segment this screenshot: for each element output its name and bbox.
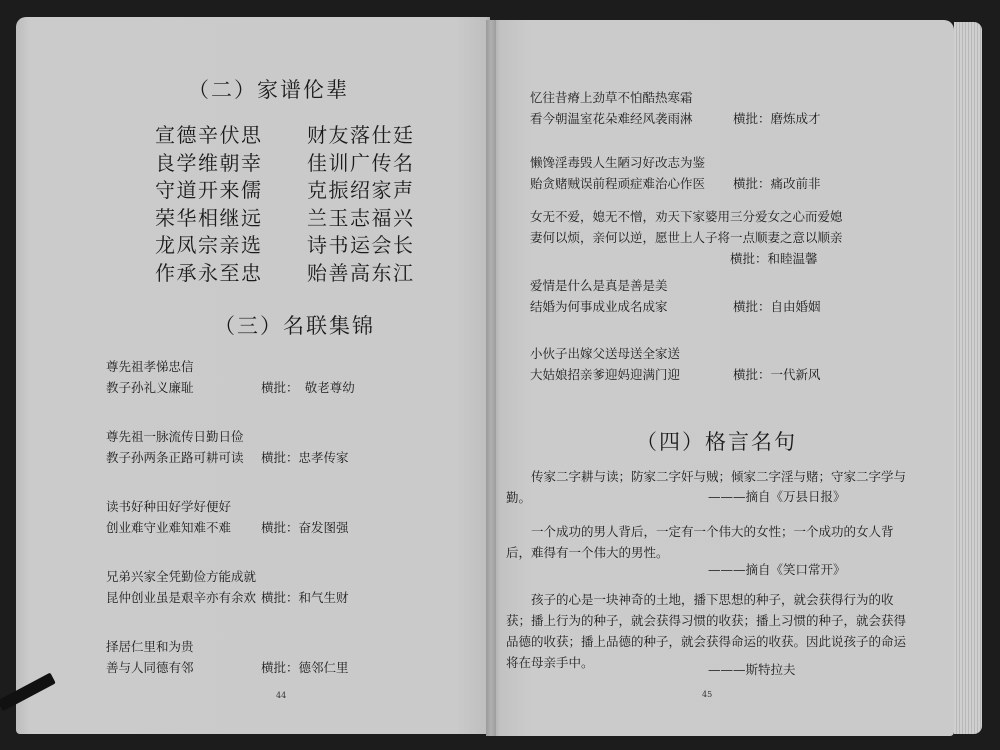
right-couplet-3 [530, 206, 843, 266]
quote-3-source: ———斯特拉夫 [708, 662, 796, 677]
couplet-lower: 善与人同德有邻 [106, 660, 194, 675]
couplet-lower: 教子孙礼义廉耻 [106, 380, 194, 395]
right-couplet-1 [530, 87, 840, 129]
name-row-3-left: 守道开来儒 [155, 178, 263, 202]
name-row-2-right: 佳训广传名 [307, 150, 415, 175]
name-row-5-left: 龙凤宗亲选 [155, 233, 263, 257]
section-two-title: （二）家谱伦辈 [188, 78, 349, 102]
couplet-horizontal: 横批：和睦温馨 [730, 251, 818, 266]
name-row-6-right: 贻善高东江 [307, 260, 415, 285]
couplet-upper: 择居仁里和为贵 [106, 639, 194, 654]
page-number-left: 44 [276, 691, 287, 700]
couplet-upper: 爱情是什么是真是善是美 [530, 278, 668, 293]
name-row-1-right: 财友落仕廷 [307, 123, 415, 147]
couplet-horizontal: 横批：奋发图强 [261, 520, 349, 535]
right-couplet-5 [530, 343, 840, 385]
quote-text: 传家二字耕与读；防家二字奸与贼；倾家二字淫与赌；守家二字学与勤。 [506, 469, 907, 505]
couplet-upper: 尊先祖孝悌忠信 [106, 359, 194, 374]
couplet-upper: 女无不爱，媳无不憎，劝天下家婆用三分爱女之心而爱媳 [530, 209, 843, 224]
couplet-horizontal: 横批：磨炼成才 [733, 111, 821, 126]
name-row-5-right: 诗书运会长 [307, 233, 415, 257]
couplet-upper: 小伙子出嫁父送母送全家送 [530, 346, 681, 361]
couplet-horizontal: 横批： 敬老尊幼 [261, 380, 355, 395]
couplet-5 [106, 636, 406, 678]
couplet-lower: 妻何以烦，亲何以逆，愿世上人子将一点顺妻之意以顺亲 [530, 230, 843, 245]
couplet-horizontal: 横批：德邻仁里 [261, 660, 349, 675]
couplet-upper: 尊先祖一脉流传日勤日俭 [106, 429, 244, 444]
couplet-horizontal: 横批：和气生财 [261, 590, 349, 605]
section-four-title: （四）格言名句 [636, 430, 797, 454]
couplet-lower: 教子孙两条正路可耕可读 [106, 450, 244, 465]
couplet-horizontal: 横批：自由婚姻 [733, 299, 821, 314]
couplet-upper: 忆往昔瘠上劲草不怕酷热寒霜 [530, 90, 693, 105]
couplet-lower: 看今朝温室花朵难经风袭雨淋 [530, 111, 693, 126]
name-row-4-left: 荣华相继远 [155, 205, 263, 230]
quote-text: 一个成功的男人背后，一定有一个伟大的女性；一个成功的女人背后，难得有一个伟大的男性。 [506, 524, 894, 560]
name-row-3-right: 克振绍家声 [307, 178, 415, 202]
couplet-lower: 结婚为何事成业成名成家 [530, 299, 668, 314]
quote-2 [506, 521, 918, 563]
name-row-4-right: 兰玉志福兴 [307, 205, 415, 230]
couplet-3 [106, 496, 406, 538]
right-couplet-4 [530, 275, 840, 317]
section-three-title: （三）名联集锦 [214, 314, 375, 338]
couplet-4 [106, 566, 406, 608]
name-row-2-left: 良学维朝幸 [155, 150, 263, 175]
quote-1-source: ———摘自《万县日报》 [708, 489, 846, 504]
couplet-lower: 昆仲创业虽是艰辛亦有余欢 [106, 590, 257, 605]
page-edges [954, 22, 982, 734]
name-row-1-left: 宣德辛伏思 [155, 123, 263, 147]
couplet-lower: 贻贪赌贼误前程顽症难治心作医 [530, 176, 706, 191]
right-couplet-2 [530, 152, 840, 194]
couplet-1 [106, 356, 406, 398]
quote-text: 孩子的心是一块神奇的土地，播下思想的种子，就会获得行为的收获；播上行为的种子，就会获得习惯的收获；播上习惯的种子，就会获得品德的收获；播上品德的种子，就会获得命运的收获。因此说孩子的命运将在母亲手中。 [506, 592, 907, 670]
couplet-lower: 大姑娘招亲爹迎妈迎满门迎 [530, 367, 681, 382]
couplet-upper: 懒馋淫毒毁人生陋习好改志为鉴 [530, 155, 706, 170]
book-spine [486, 20, 496, 736]
couplet-2 [106, 426, 406, 468]
quote-2-source: ———摘自《笑口常开》 [708, 562, 846, 577]
name-row-6-left: 作承永至忠 [155, 260, 263, 285]
couplet-horizontal: 横批：一代新风 [733, 367, 821, 382]
couplet-upper: 读书好种田好学好便好 [106, 499, 232, 514]
couplet-horizontal: 横批：痛改前非 [733, 176, 821, 191]
couplet-lower: 创业难守业难知难不难 [106, 520, 232, 535]
couplet-horizontal: 横批：忠孝传家 [261, 450, 349, 465]
couplet-upper: 兄弟兴家全凭勤俭方能成就 [106, 569, 257, 584]
page-number-right: 45 [702, 690, 713, 699]
genealogy-names-grid [155, 122, 417, 287]
